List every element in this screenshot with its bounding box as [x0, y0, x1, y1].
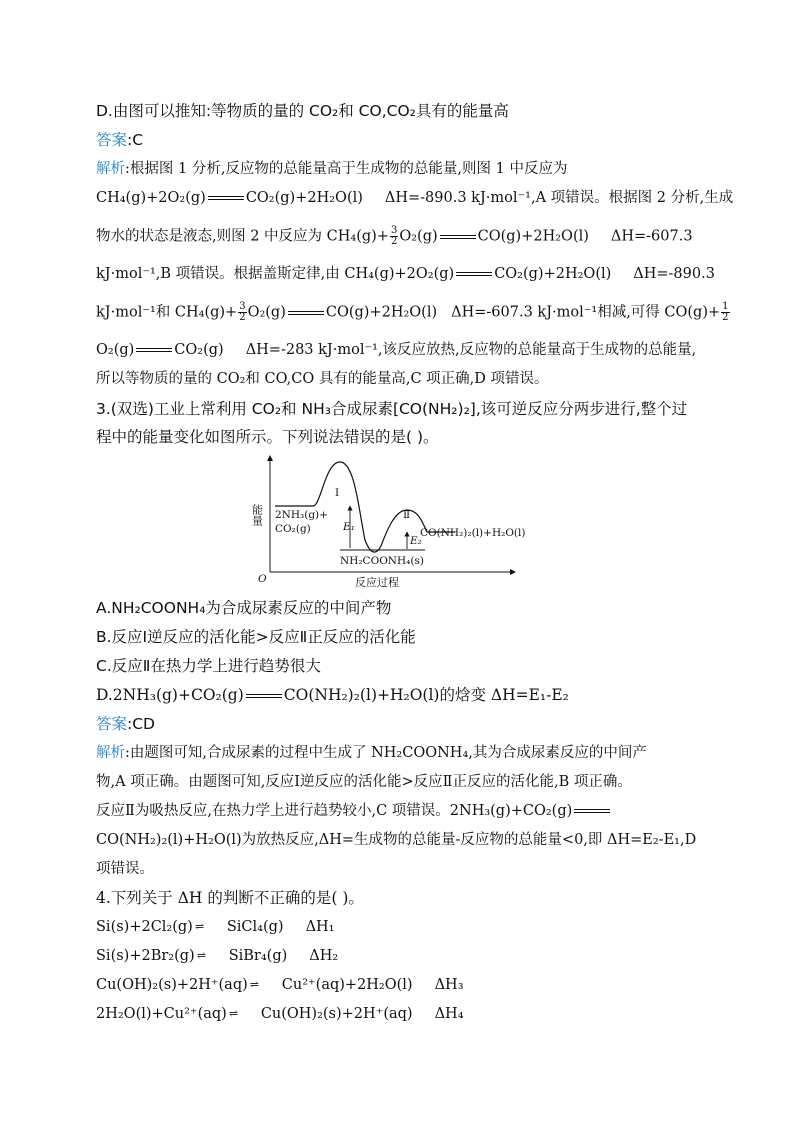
e2-label: E₂ [410, 535, 422, 547]
equals-arrow [136, 345, 172, 355]
q4-equation-2: Si(s)+2Br₂(g) ⇌ SiBr₄(g) ΔH₂ [96, 948, 339, 964]
q3-explanation-line-3: 反应Ⅱ为吸热反应,在热力学上进行趋势较小,C 项错误。2NH₃(g)+CO₂(g) [96, 801, 612, 821]
q2-explanation-line-3: 物水的状态是液态,则图 2 中反应为 CH₄(g)+ $\frac{3}{2}$ O₂(g) CO(g)+2H₂O(l) ΔH=-607.3 [96, 225, 693, 247]
q4-equation-1: Si(s)+2Cl₂(g) ⇌ SiCl₄(g) ΔH₁ [96, 919, 335, 935]
product-label: CO(NH₂)₂(l)+H₂O(l) [420, 527, 526, 539]
reversible-arrow: ⇌ [228, 1007, 237, 1020]
equals-arrow [246, 691, 282, 701]
peak-1-label: Ⅰ [335, 487, 340, 499]
q2-explanation-line-4: kJ·mol⁻¹,B 项错误。根据盖斯定律,由 CH₄(g)+2O₂(g) CO₂(g)+2H₂O(l) ΔH=-890.3 [96, 266, 715, 282]
q4-stem: 4.下列关于 ΔH 的判断不正确的是( )。 [96, 889, 364, 907]
fraction-one-half: $\frac{1}{2}$ [722, 301, 729, 323]
fraction-three-halves: $\frac{3}{2}$ [390, 225, 398, 247]
equals-arrow [440, 232, 476, 242]
q2-explanation-line-2: CH₄(g)+2O₂(g) CO₂(g)+2H₂O(l) ΔH=-890.3 kJ·mol⁻¹,A 项错误。根据图 2 分析,生成 [96, 190, 734, 206]
origin-label: O [258, 573, 267, 585]
q3-stem-line-2: 程中的能量变化如图所示。下列说法错误的是( )。 [96, 428, 439, 446]
q2-explanation-line-5: kJ·mol⁻¹和 CH₄(g)+ $\frac{3}{2}$ O₂(g) CO(g)+2H₂O(l) ΔH=-607.3 kJ·mol⁻¹相减,可得 CO(g)+ $\frac{1}{2}$ [96, 301, 729, 323]
equals-arrow [208, 193, 244, 203]
q2-explanation-line-7: 所以等物质的量的 CO₂和 CO,CO 具有的能量高,C 项正确,D 项错误。 [96, 371, 549, 387]
reactant-label-line-2: CO₂(g) [275, 523, 311, 535]
q3-answer [96, 714, 155, 734]
answer-label: 答案 [96, 715, 128, 733]
reversible-arrow: ⇌ [196, 949, 204, 962]
fraction-three-halves: $\frac{3}{2}$ [239, 301, 246, 323]
q3-option-a: A.NH₂COONH₄为合成尿素反应的中间产物 [96, 599, 392, 617]
e1-label: E₁ [343, 521, 355, 533]
reversible-arrow: ⇌ [194, 920, 203, 933]
q2-explanation-line-1: 解析:根据图 1 分析,反应物的总能量高于生成物的总能量,则图 1 中反应为 [96, 161, 568, 177]
q3-option-d: D.2NH₃(g)+CO₂(g) CO(NH₂)₂(l)+H₂O(l)的焓变 ΔH=E₁-E₂ [96, 686, 569, 704]
q3-explanation-line-4: CO(NH₂)₂(l)+H₂O(l)为放热反应,ΔH=生成物的总能量-反应物的总能量<0,即 ΔH=E₂-E₁,D [96, 832, 697, 848]
q4-equation-3: Cu(OH)₂(s)+2H⁺(aq) ⇌ Cu²⁺(aq)+2H₂O(l) ΔH₃ [96, 977, 464, 993]
q3-stem-line-1: 3.(双选)工业上常利用 CO₂和 NH₃合成尿素[CO(NH₂)₂],该可逆反应分两步进行,整个过 [96, 400, 688, 418]
q2-option-d: D.由图可以推知:等物质的量的 CO₂和 CO,CO₂具有的能量高 [96, 102, 509, 120]
q2-answer [96, 130, 143, 150]
reversible-arrow: ⇌ [249, 978, 257, 991]
equals-arrow [288, 308, 324, 318]
peak-2-label: Ⅱ [403, 509, 411, 521]
q4-equation-4: 2H₂O(l)+Cu²⁺(aq) ⇌ Cu(OH)₂(s)+2H⁺(aq) ΔH₄ [96, 1006, 464, 1022]
q3-explanation-line-2: 物,A 项正确。由题图可知,反应Ⅰ逆反应的活化能>反应Ⅱ正反应的活化能,B 项正确。 [96, 774, 632, 790]
equals-arrow [456, 269, 492, 279]
equals-arrow [574, 806, 610, 816]
q3-explanation-line-1: 解析:由题图可知,合成尿素的过程中生成了 NH₂COONH₄,其为合成尿素反应的中间产 [96, 745, 647, 761]
answer-label: 答案 [96, 131, 128, 149]
answer-value: :C [127, 131, 144, 149]
q3-option-b: B.反应Ⅰ逆反应的活化能>反应Ⅱ正反应的活化能 [96, 628, 416, 646]
explanation-label: 解析 [96, 161, 125, 177]
answer-value: :CD [127, 715, 155, 733]
explanation-label: 解析 [96, 745, 125, 761]
x-axis-label: 反应过程 [355, 576, 399, 589]
intermediate-label: NH₂COONH₄(s) [340, 555, 424, 567]
y-axis-label: 能量 [250, 504, 264, 526]
q3-option-c: C.反应Ⅱ在热力学上进行趋势很大 [96, 657, 321, 675]
energy-profile-diagram [250, 454, 545, 589]
reactant-label-line-1: 2NH₃(g)+ [275, 509, 328, 521]
q2-explanation-line-6: O₂(g) CO₂(g) ΔH=-283 kJ·mol⁻¹,该反应放热,反应物的总能量高于生成物的总能量, [96, 342, 697, 358]
q3-explanation-line-5: 项错误。 [96, 861, 154, 877]
